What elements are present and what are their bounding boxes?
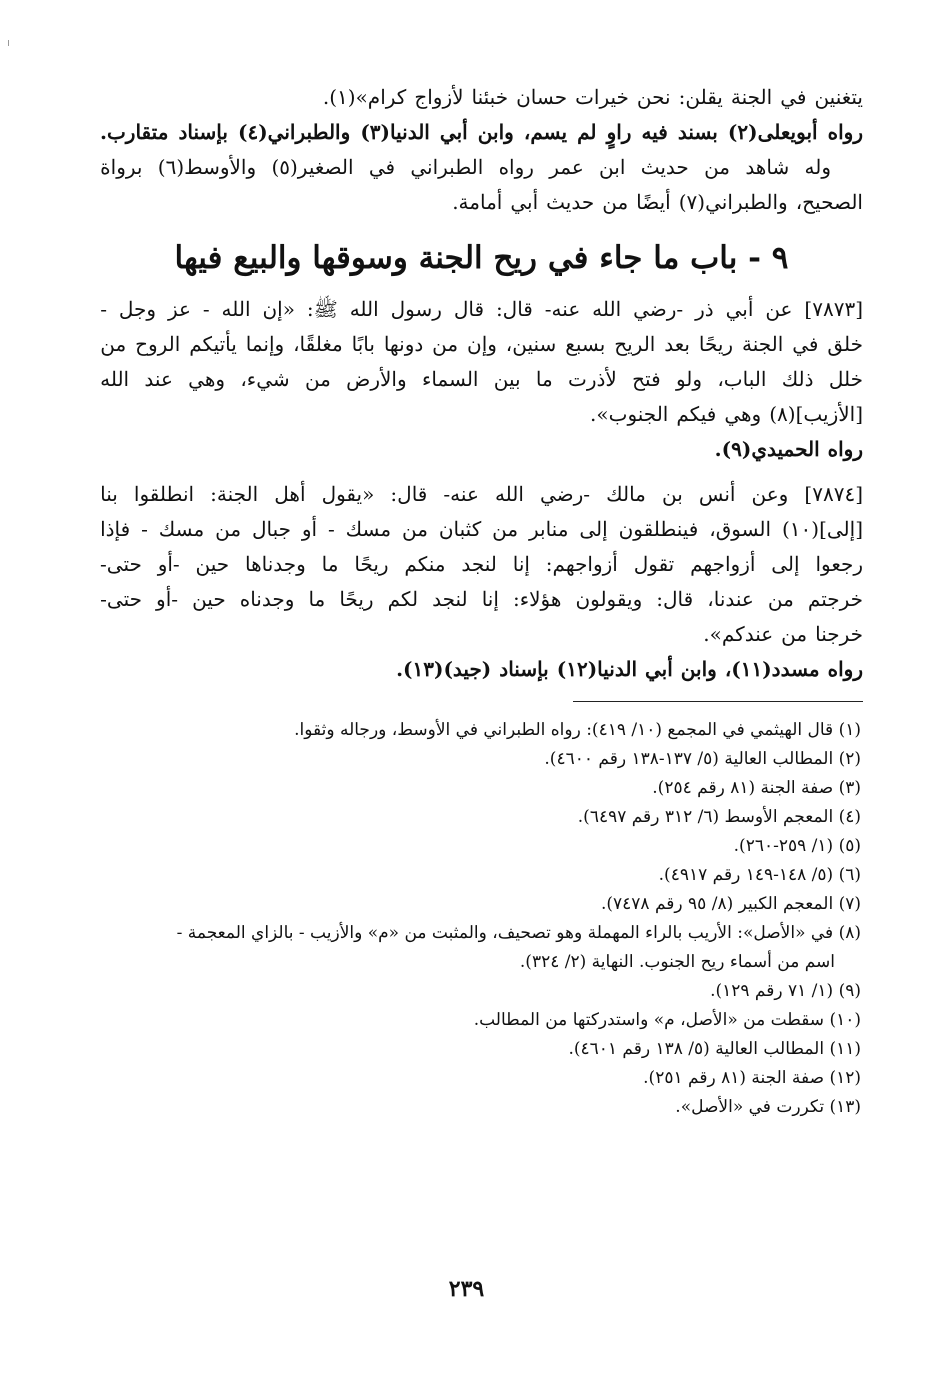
hadith-7874-line: رجعوا إلى أزواجهم تقول أزواجهم: إنا لنجد منكم ريحًا ما وجدناها حين -أو حتى- xyxy=(100,552,863,576)
footnote-text: (٣) صفة الجنة (٨١ رقم ٢٥٤). xyxy=(652,778,861,798)
hadith-7874-line: رواه مسدد(١١)، وابن أبي الدنيا(١٢) بإسناد (جيد)(١٣). xyxy=(396,657,863,681)
chapter-heading: ٩ - باب ما جاء في ريح الجنة وسوقها والبيع فيها xyxy=(174,240,789,276)
preceding-text-line: رواه أبويعلى(٢) بسند فيه راوٍ لم يسم، وابن أبي الدنيا(٣) والطبراني(٤) بإسناد متقارب. xyxy=(100,120,863,144)
hadith-7874-line: [إلى](١٠) السوق، فينطلقون إلى منابر من كثبان من مسك - أو جبال من مسك - فإذا xyxy=(100,517,863,541)
footnote-continuation: اسم من أسماء ريح الجنوب. النهاية (٢/ ٣٢٤). xyxy=(519,952,835,972)
footnote-text: (١) قال الهيثمي في المجمع (١٠/ ٤١٩): رواه الطبراني في الأوسط، ورجاله وثقوا. xyxy=(294,720,861,740)
footnote xyxy=(100,745,863,774)
footnote xyxy=(100,1035,863,1064)
preceding-text-line: الصحيح، والطبراني(٧) أيضًا من حديث أبي أمامة. xyxy=(452,190,863,214)
footnote-text: (١٣) تكررت في «الأصل». xyxy=(675,1097,861,1117)
footnote xyxy=(100,774,863,803)
footnotes xyxy=(100,716,863,1122)
footnote-text: (١٢) صفة الجنة (٨١ رقم ٢٥١). xyxy=(643,1068,861,1088)
footnote-text: (٩) (١/ ٧١ رقم ١٢٩). xyxy=(710,981,861,1001)
hadith-7873-line: خلق في الجنة ريحًا بعد الريح بسبع سنين، وإن من دونها بابًا مغلقًا، وإنما يأتيكم الروح من xyxy=(100,332,863,356)
footnote-text: (٦) (٥/ ١٤٨-١٤٩ رقم ٤٩١٧). xyxy=(658,865,861,885)
scan-mark xyxy=(8,40,9,46)
hadith-7874-line: خرجتم من عندنا، قال: ويقولون هؤلاء: إنا لنجد لكم ريحًا ما وجدناه حين -أو حتى- xyxy=(100,587,863,611)
footnote xyxy=(100,890,863,919)
hadith-7873-line: [٧٨٧٣] عن أبي ذر -رضي الله عنه- قال: قال رسول الله ﷺ: «إن الله - عز وجل - xyxy=(100,297,863,321)
footnote-text: (١٠) سقطت من «الأصل، م» واستدركتها من المطالب. xyxy=(473,1010,861,1030)
footnote-text: (٢) المطالب العالية (٥/ ١٣٧-١٣٨ رقم ٤٦٠٠). xyxy=(544,749,861,769)
hadith-7873-line: [الأزيب](٨) وهي فيكم الجنوب». xyxy=(590,402,863,426)
footnote-text: (١١) المطالب العالية (٥/ ١٣٨ رقم ٤٦٠١). xyxy=(568,1039,861,1059)
footnote xyxy=(100,832,863,861)
footnote xyxy=(100,803,863,832)
footnote xyxy=(100,1064,863,1093)
footnote-text: (٥) (١/ ٢٥٩-٢٦٠). xyxy=(733,836,861,856)
preceding-text-line: يتغنين في الجنة يقلن: نحن خيرات حسان خبئنا لأزواج كرام»(١). xyxy=(322,85,863,109)
footnote-separator xyxy=(573,701,863,702)
footnote xyxy=(100,977,863,1006)
footnote-text: (٨) في «الأصل»: الأريب بالراء المهملة وهو تصحيف، والمثبت من «م» والأزيب - بالزاي المعجمة - xyxy=(176,923,861,943)
footnote xyxy=(100,1006,863,1035)
hadith-7873-line: خلل ذلك الباب، ولو فتح لأذرت ما بين السماء والأرض من شيء، وهي عند الله xyxy=(100,367,863,391)
hadith-7874-line: [٧٨٧٤] وعن أنس بن مالك -رضي الله عنه- قال: «يقول أهل الجنة: انطلقوا بنا xyxy=(100,482,863,506)
hadith-7874-line: خرجنا من عندكم». xyxy=(703,622,863,646)
hadith-7874 xyxy=(100,477,863,687)
page-number: ٢٣٩ xyxy=(448,1276,485,1302)
footnote-text: (٧) المعجم الكبير (٨/ ٩٥ رقم ٧٤٧٨). xyxy=(600,894,861,914)
footnote xyxy=(100,1093,863,1122)
footnote xyxy=(100,919,863,977)
hadith-7873-line: رواه الحميدي(٩). xyxy=(714,437,863,461)
footnote xyxy=(100,861,863,890)
hadith-7873 xyxy=(100,292,863,467)
footnote xyxy=(100,716,863,745)
preceding-text-line: وله شاهد من حديث ابن عمر رواه الطبراني في الصغير(٥) والأوسط(٦) برواة xyxy=(100,155,831,179)
preceding-text xyxy=(100,80,863,220)
footnote-text: (٤) المعجم الأوسط (٦/ ٣١٢ رقم ٦٤٩٧). xyxy=(577,807,861,827)
